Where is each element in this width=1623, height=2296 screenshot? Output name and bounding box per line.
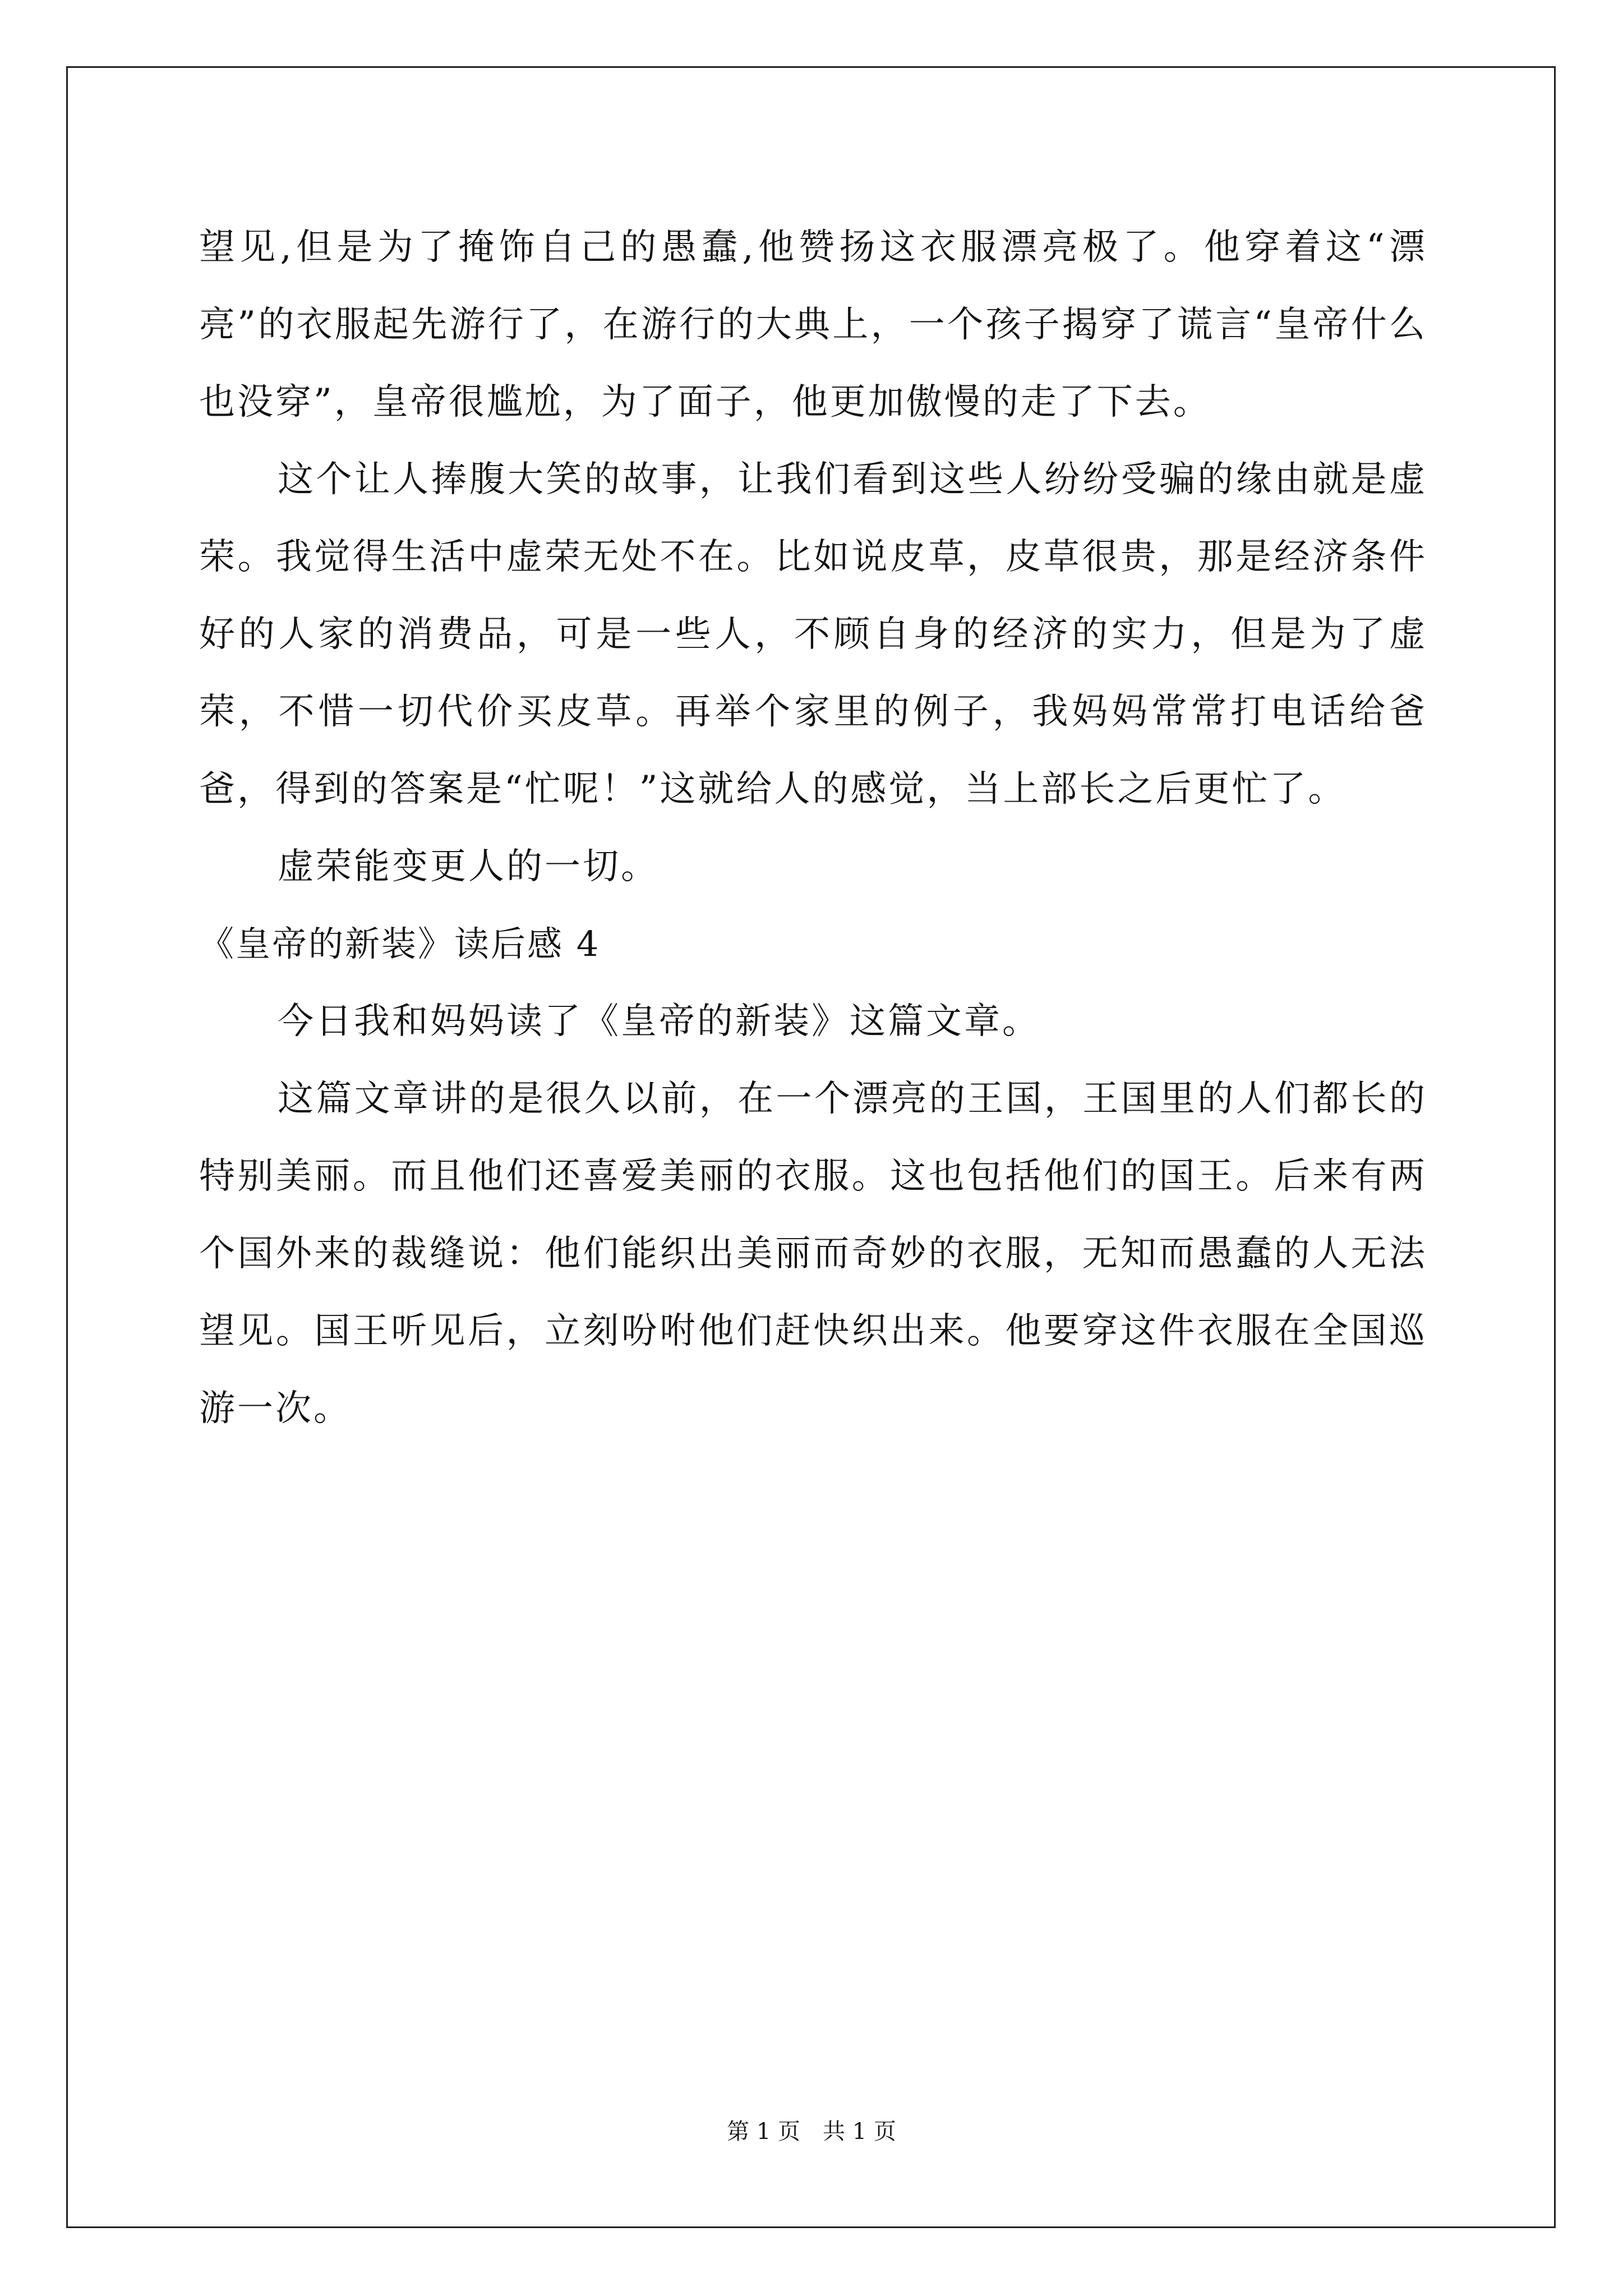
paragraph: 这篇文章讲的是很久以前，在一个漂亮的王国，王国里的人们都长的特别美丽。而且他们还喜爱美丽的衣服。这也包括他们的国王。后来有两个国外来的裁缝说：他们能织出美丽而奇妙的衣服，无知而愚蠢的人无法望见。国王听见后，立刻吩咐他们赶快织出来。他要穿这件衣服在全国巡游一次。	[199, 1078, 1427, 1429]
paragraph: 今日我和妈妈读了《皇帝的新装》这篇文章。	[278, 1001, 1040, 1042]
page-number-footer: 第 1 页 共 1 页	[727, 2119, 896, 2145]
paragraph: 望见,但是为了掩饰自己的愚蠢,他赞扬这衣服漂亮极了。他穿着这“漂亮”的衣服起先游行了，在游行的大典上，一个孩子揭穿了谎言“皇帝什么也没穿”，皇帝很尴尬，为了面子，他更加傲慢的走了下去。	[199, 227, 1427, 423]
document-body	[199, 209, 1427, 1447]
paragraph: 虚荣能变更人的一切。	[278, 846, 659, 887]
paragraph: 这个让人捧腹大笑的故事，让我们看到这些人纷纷受骗的缘由就是虚荣。我觉得生活中虚荣无处不在。比如说皮草，皮草很贵，那是经济条件好的人家的消费品，可是一些人，不顾自身的经济的实力，但是为了虚荣，不惜一切代价买皮草。再举个家里的例子，我妈妈常常打电话给爸爸，得到的答案是“忙呢！”这就给人的感觉，当上部长之后更忙了。	[199, 459, 1427, 810]
section-heading: 《皇帝的新装》读后感 4	[199, 923, 601, 964]
